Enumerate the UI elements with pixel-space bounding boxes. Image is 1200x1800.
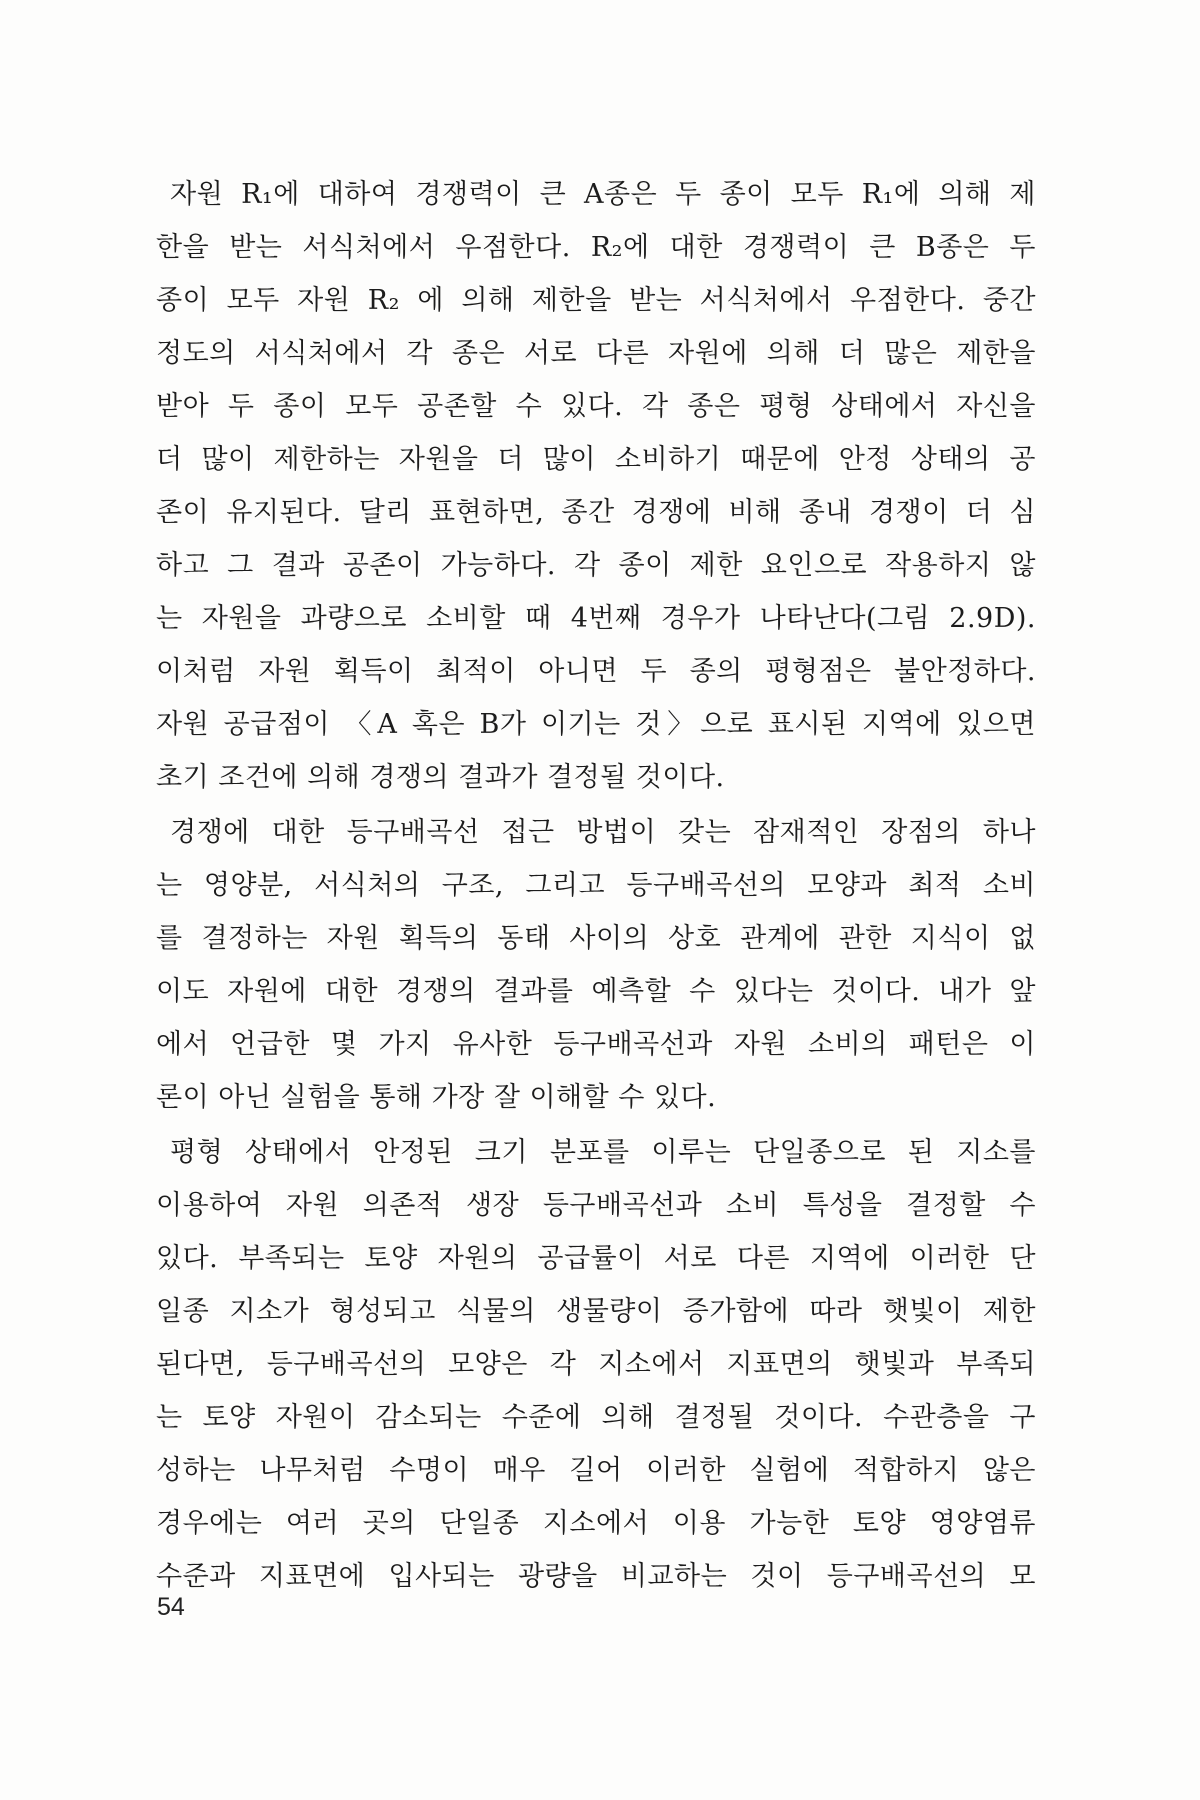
text-line: 종이 모두 자원 R₂ 에 의해 제한을 받는 서식처에서 우점한다. 중간 xyxy=(156,285,1037,316)
page-number: 54 xyxy=(157,1593,185,1621)
text-line: 에서 언급한 몇 가지 유사한 등구배곡선과 자원 소비의 패턴은 이 xyxy=(156,1029,1036,1060)
text-line: 경쟁에 대한 등구배곡선 접근 방법이 갖는 잠재적인 장점의 하나 xyxy=(170,817,1036,848)
paragraph-2 xyxy=(156,806,1036,1124)
text-line: 된다면, 등구배곡선의 모양은 각 지소에서 지표면의 햇빛과 부족되 xyxy=(156,1349,1036,1380)
text-line: 경우에는 여러 곳의 단일종 지소에서 이용 가능한 토양 영양염류 xyxy=(156,1508,1036,1539)
paragraph-1 xyxy=(156,168,1036,804)
text-line: 는 자원을 과량으로 소비할 때 4번째 경우가 나타난다(그림 2.9D). xyxy=(156,603,1036,634)
paragraph-3 xyxy=(156,1126,1036,1603)
text-line: 정도의 서식처에서 각 종은 서로 다른 자원에 의해 더 많은 제한을 xyxy=(156,338,1036,369)
text-line: 초기 조건에 의해 경쟁의 결과가 결정될 것이다. xyxy=(156,762,725,793)
text-line: 받아 두 종이 모두 공존할 수 있다. 각 종은 평형 상태에서 자신을 xyxy=(156,391,1036,422)
text-line: 를 결정하는 자원 획득의 동태 사이의 상호 관계에 관한 지식이 없 xyxy=(156,923,1036,954)
text-line: 한을 받는 서식처에서 우점한다. R₂에 대한 경쟁력이 큰 B종은 두 xyxy=(156,232,1036,263)
text-line: 일종 지소가 형성되고 식물의 생물량이 증가함에 따라 햇빛이 제한 xyxy=(156,1296,1036,1327)
text-line: 존이 유지된다. 달리 표현하면, 종간 경쟁에 비해 종내 경쟁이 더 심 xyxy=(156,497,1036,528)
text-line: 론이 아닌 실험을 통해 가장 잘 이해할 수 있다. xyxy=(156,1082,717,1113)
text-line: 이도 자원에 대한 경쟁의 결과를 예측할 수 있다는 것이다. 내가 앞 xyxy=(156,976,1036,1007)
text-line: 수준과 지표면에 입사되는 광량을 비교하는 것이 등구배곡선의 모 xyxy=(156,1561,1036,1592)
text-line: 있다. 부족되는 토양 자원의 공급률이 서로 다른 지역에 이러한 단 xyxy=(156,1243,1036,1274)
text-line: 하고 그 결과 공존이 가능하다. 각 종이 제한 요인으로 작용하지 않 xyxy=(156,550,1036,581)
text-line: 는 영양분, 서식처의 구조, 그리고 등구배곡선의 모양과 최적 소비 xyxy=(156,870,1036,901)
text-line: 더 많이 제한하는 자원을 더 많이 소비하기 때문에 안정 상태의 공 xyxy=(156,444,1036,475)
text-line: 는 토양 자원이 감소되는 수준에 의해 결정될 것이다. 수관층을 구 xyxy=(156,1402,1036,1433)
text-line: 성하는 나무처럼 수명이 매우 길어 이러한 실험에 적합하지 않은 xyxy=(156,1455,1036,1486)
text-line: 자원 공급점이 〈A 혹은 B가 이기는 것〉으로 표시된 지역에 있으면 xyxy=(156,709,1036,740)
text-line: 평형 상태에서 안정된 크기 분포를 이루는 단일종으로 된 지소를 xyxy=(170,1137,1036,1168)
text-line: 이용하여 자원 의존적 생장 등구배곡선과 소비 특성을 결정할 수 xyxy=(156,1190,1036,1221)
text-line: 이처럼 자원 획득이 최적이 아니면 두 종의 평형점은 불안정하다. xyxy=(156,656,1036,687)
text-line: 자원 R₁에 대하여 경쟁력이 큰 A종은 두 종이 모두 R₁에 의해 제 xyxy=(170,179,1036,210)
body-text xyxy=(156,168,1036,1605)
